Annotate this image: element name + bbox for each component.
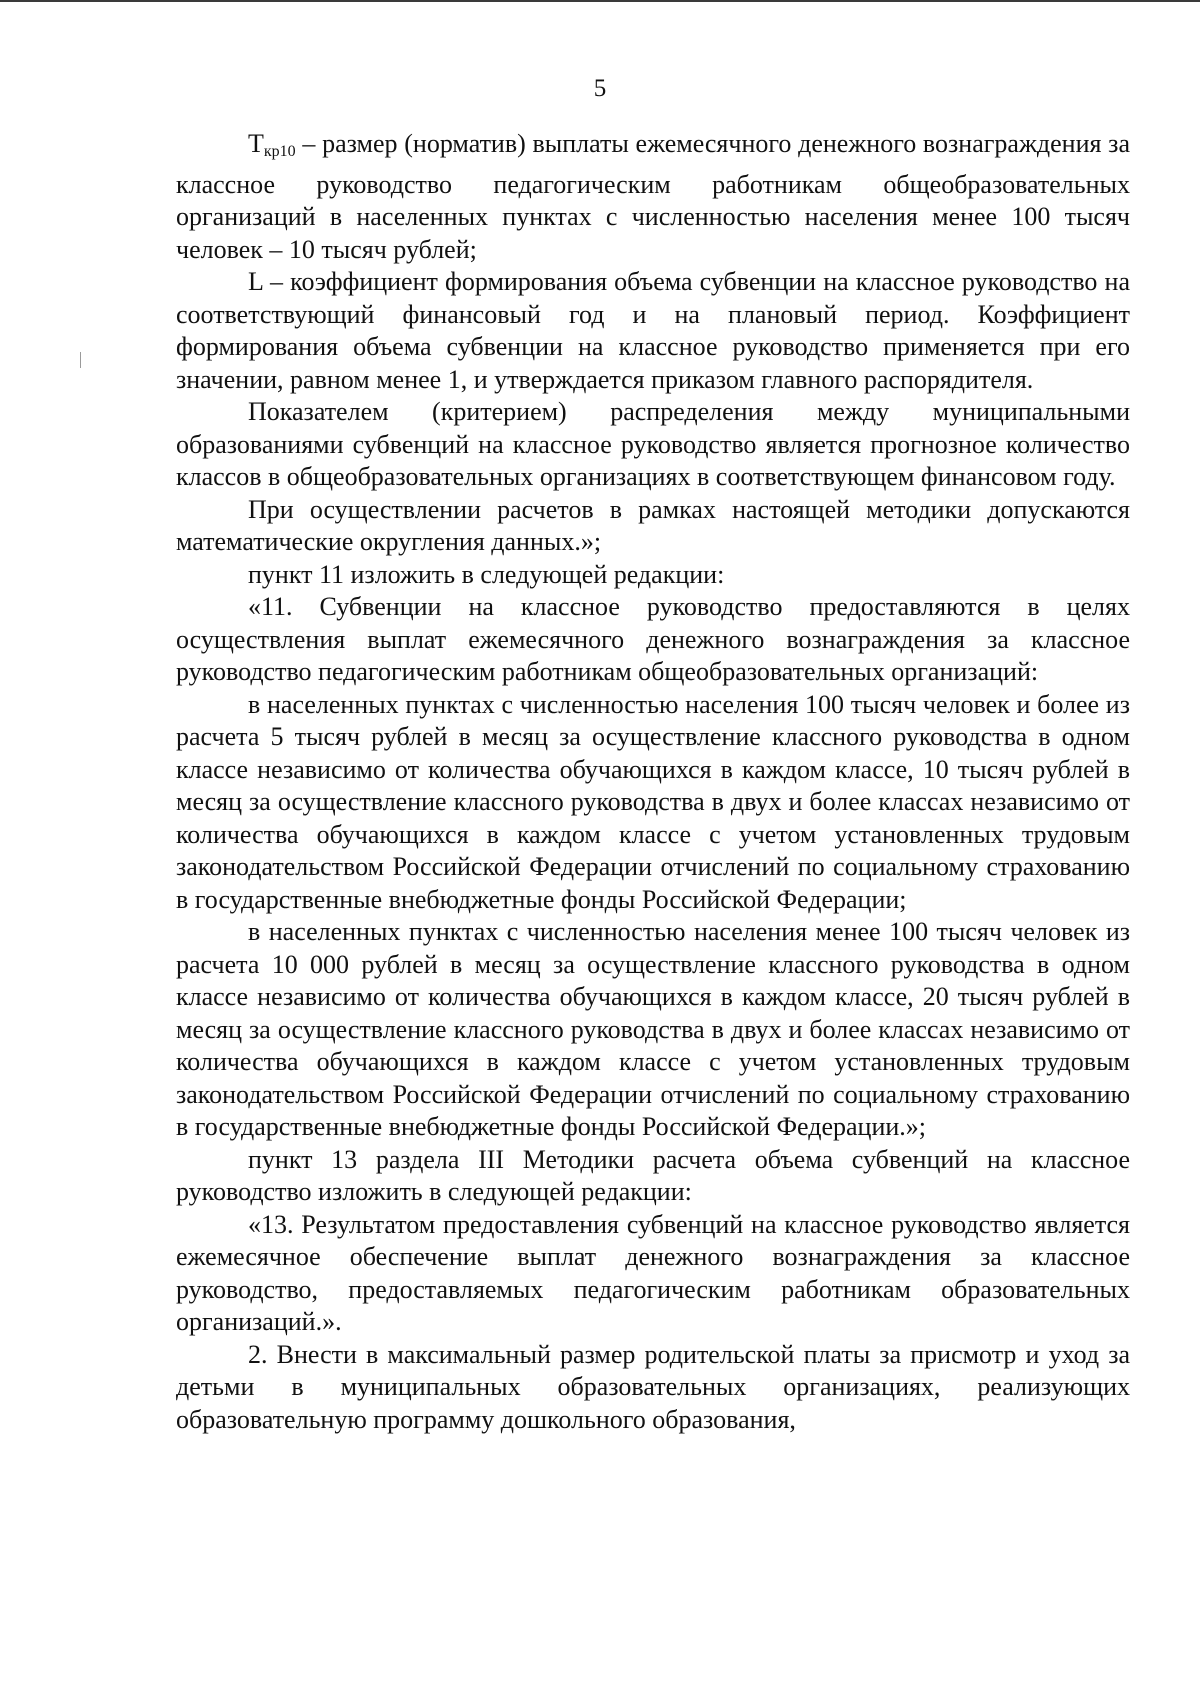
paragraph-rounding: При осуществлении расчетов в рамках настоящей методики допускаются математические округления данных.»; bbox=[176, 494, 1130, 556]
page-number: 5 bbox=[593, 75, 607, 102]
scan-top-edge bbox=[0, 0, 1200, 2]
formula-subscript: кр10 bbox=[263, 143, 296, 160]
paragraph-section-2: 2. Внести в максимальный размер родительской платы за присмотр и уход за детьми в муниципальных образовательных организациях, реализующих образовательную программу дошкольного образования, bbox=[176, 1339, 1130, 1434]
paragraph-distribution-criterion: Показателем (критерием) распределения между муниципальными образованиями субвенций на классное руководство является прогнозное количество классов в общеобразовательных организациях в соответствующем финансовом году. bbox=[176, 397, 1130, 491]
paragraph-text: – размер (норматив) выплаты ежемесячного денежного вознаграждения за классное руководство педагогическим работникам общеобразовательных организаций в населенных пунктах с численностью населения менее 100 тысяч человек – 10 тысяч рублей; bbox=[176, 129, 1130, 264]
paragraph-item-13: «13. Результатом предоставления субвенций на классное руководство является ежемесячное обеспечение выплат денежного вознаграждения за классное руководство, предоставляемых педагогическим работникам образовательных организаций.». bbox=[176, 1209, 1130, 1336]
paragraph-tkr10-definition bbox=[176, 128, 1130, 266]
paragraph-l-coefficient: L – коэффициент формирования объема субвенции на классное руководство на соответствующий финансовый год и на плановый период. Коэффициент формирования объема субвенции на классное руководство применяется при его значении, равном менее 1, и утверждается приказом главного распорядителя. bbox=[176, 267, 1130, 394]
paragraph-small-settlements: в населенных пунктах с численностью населения менее 100 тысяч человек из расчета 10 000 рублей в месяц за осуществление классного руководства в одном классе независимо от количества обучающихся в каждом классе, 20 тысяч рублей в месяц за осуществление классного руководства в двух и более классах независимо от количества обучающихся в каждом классе с учетом установленных трудовым законодательством Российской Федерации отчислений по социальному страхованию в государственные внебюджетные фонды Российской Федерации.»; bbox=[176, 917, 1130, 1141]
paragraph-item-13-intro: пункт 13 раздела III Методики расчета объема субвенций на классное руководство изложить в следующей редакции: bbox=[176, 1144, 1130, 1206]
scan-margin-mark bbox=[80, 352, 81, 368]
document-body bbox=[176, 128, 1130, 1436]
formula-symbol: T bbox=[248, 129, 264, 158]
paragraph-item-11: «11. Субвенции на классное руководство предоставляются в целях осуществления выплат ежемесячного денежного вознаграждения за классное руководство педагогическим работникам общеобразовательных организаций: bbox=[176, 592, 1130, 686]
paragraph-large-settlements: в населенных пунктах с численностью населения 100 тысяч человек и более из расчета 5 тысяч рублей в месяц за осуществление классного руководства в одном классе независимо от количества обучающихся в каждом классе, 10 тысяч рублей в месяц за осуществление классного руководства в двух и более классах независимо от количества обучающихся в каждом классе с учетом установленных трудовым законодательством Российской Федерации отчислений по социальному страхованию в государственные внебюджетные фонды Российской Федерации; bbox=[176, 689, 1130, 914]
paragraph-item-11-intro: пункт 11 изложить в следующей редакции: bbox=[248, 559, 725, 589]
